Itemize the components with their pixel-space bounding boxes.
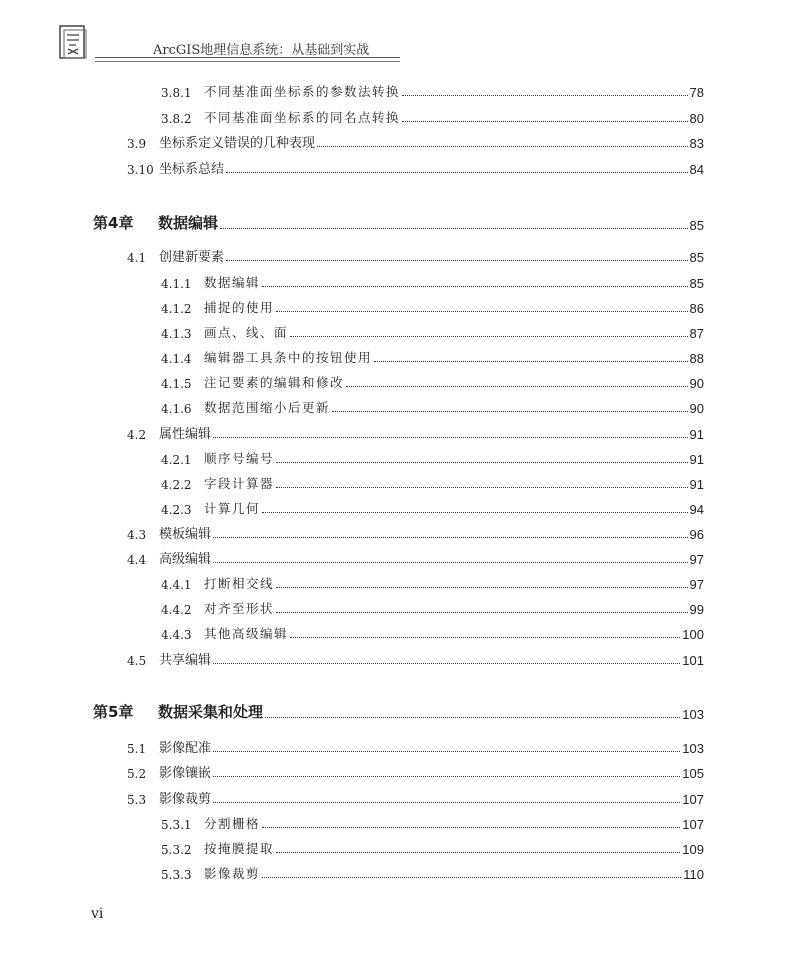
toc-section-entry[interactable] bbox=[127, 736, 704, 756]
entry-title: 计算几何 bbox=[204, 501, 261, 516]
entry-title: 编辑器工具条中的按钮使用 bbox=[204, 350, 373, 365]
page-number: 78 bbox=[689, 85, 704, 100]
dot-leader bbox=[213, 751, 680, 752]
page-number: 85 bbox=[689, 276, 704, 291]
toc-subsection-entry[interactable] bbox=[161, 371, 704, 391]
toc-chapter-entry[interactable] bbox=[93, 213, 704, 233]
entry-title: 影像配准 bbox=[159, 741, 212, 756]
toc-subsection-entry[interactable] bbox=[161, 812, 704, 832]
entry-number: 4.2.1 bbox=[161, 453, 192, 467]
entry-number: 5.3.1 bbox=[161, 818, 192, 832]
toc-subsection-entry[interactable] bbox=[161, 296, 704, 316]
dot-leader bbox=[332, 411, 688, 412]
toc-subsection-entry[interactable] bbox=[161, 447, 704, 467]
page-number: 103 bbox=[682, 741, 704, 756]
entry-title: 数据采集和处理 bbox=[158, 703, 264, 721]
entry-title: 分割栅格 bbox=[204, 816, 261, 831]
page-number: 103 bbox=[682, 707, 704, 722]
page-number: 88 bbox=[689, 351, 704, 366]
dot-leader bbox=[213, 437, 688, 438]
toc-subsection-entry[interactable] bbox=[161, 346, 704, 366]
page-number: 91 bbox=[689, 452, 704, 467]
dot-leader bbox=[213, 537, 688, 538]
toc-section-entry[interactable] bbox=[127, 547, 704, 567]
page-number: 80 bbox=[689, 111, 704, 126]
toc-subsection-entry[interactable] bbox=[161, 106, 704, 126]
toc-subsection-entry[interactable] bbox=[161, 472, 704, 492]
page-number: 91 bbox=[689, 427, 704, 442]
dot-leader bbox=[262, 877, 681, 878]
toc-subsection-entry[interactable] bbox=[161, 837, 704, 857]
dot-leader bbox=[317, 146, 688, 147]
entry-number: 第4章 bbox=[93, 214, 134, 232]
toc-section-entry[interactable] bbox=[127, 648, 704, 668]
entry-number: 5.1 bbox=[127, 742, 147, 756]
entry-title: 属性编辑 bbox=[159, 427, 212, 442]
entry-number: 4.5 bbox=[127, 654, 147, 668]
dot-leader bbox=[276, 311, 688, 312]
entry-number: 4.4 bbox=[127, 553, 147, 567]
entry-number: 4.1.1 bbox=[161, 277, 192, 291]
page-number: 109 bbox=[682, 842, 704, 857]
entry-title: 注记要素的编辑和修改 bbox=[204, 375, 345, 390]
page-number: 86 bbox=[689, 301, 704, 316]
dot-leader bbox=[262, 827, 680, 828]
page-number: 83 bbox=[689, 136, 704, 151]
entry-title: 数据范围缩小后更新 bbox=[204, 400, 331, 415]
entry-number: 3.8.1 bbox=[161, 86, 192, 100]
dot-leader bbox=[290, 637, 680, 638]
dot-leader bbox=[213, 562, 688, 563]
dot-leader bbox=[213, 776, 680, 777]
toc-section-entry[interactable] bbox=[127, 522, 704, 542]
dot-leader bbox=[276, 587, 688, 588]
dot-leader bbox=[213, 663, 680, 664]
entry-number: 4.4.1 bbox=[161, 578, 192, 592]
entry-number: 第5章 bbox=[93, 703, 134, 721]
entry-title: 共享编辑 bbox=[159, 653, 212, 668]
entry-number: 4.1.2 bbox=[161, 302, 192, 316]
entry-title: 数据编辑 bbox=[204, 275, 261, 290]
page-number: 91 bbox=[689, 477, 704, 492]
entry-number: 5.3 bbox=[127, 793, 147, 807]
page-folio: vi bbox=[91, 906, 104, 922]
entry-number: 4.1.5 bbox=[161, 377, 192, 391]
entry-number: 5.3.2 bbox=[161, 843, 192, 857]
dot-leader bbox=[213, 802, 680, 803]
page-number: 90 bbox=[689, 376, 704, 391]
dot-leader bbox=[276, 462, 688, 463]
page-number: 97 bbox=[689, 577, 704, 592]
page-number: 97 bbox=[689, 552, 704, 567]
dot-leader bbox=[374, 361, 688, 362]
page-number: 96 bbox=[689, 527, 704, 542]
toc-section-entry[interactable] bbox=[127, 787, 704, 807]
page-number: 101 bbox=[682, 653, 704, 668]
entry-number: 4.4.2 bbox=[161, 603, 192, 617]
page-number: 99 bbox=[689, 602, 704, 617]
page-number: 90 bbox=[689, 401, 704, 416]
toc-section-entry[interactable] bbox=[127, 761, 704, 781]
dot-leader bbox=[346, 386, 688, 387]
toc-subsection-entry[interactable] bbox=[161, 597, 704, 617]
entry-title: 模板编辑 bbox=[159, 527, 212, 542]
toc-section-entry[interactable] bbox=[127, 157, 704, 177]
toc-subsection-entry[interactable] bbox=[161, 572, 704, 592]
entry-number: 4.1.6 bbox=[161, 402, 192, 416]
toc-section-entry[interactable] bbox=[127, 131, 704, 151]
page-number: 100 bbox=[682, 627, 704, 642]
toc-section-entry[interactable] bbox=[127, 245, 704, 265]
entry-title: 字段计算器 bbox=[204, 476, 275, 491]
entry-title: 影像镶嵌 bbox=[159, 766, 212, 781]
page-number: 84 bbox=[689, 162, 704, 177]
entry-number: 4.2 bbox=[127, 428, 147, 442]
entry-number: 3.10 bbox=[127, 163, 154, 177]
entry-number: 5.2 bbox=[127, 767, 147, 781]
dot-leader bbox=[276, 612, 688, 613]
toc-section-entry[interactable] bbox=[127, 422, 704, 442]
entry-number: 4.2.2 bbox=[161, 478, 192, 492]
entry-title: 按掩膜提取 bbox=[204, 841, 275, 856]
toc-subsection-entry[interactable] bbox=[161, 497, 704, 517]
toc-subsection-entry[interactable] bbox=[161, 80, 704, 100]
entry-title: 打断相交线 bbox=[204, 576, 275, 591]
dot-leader bbox=[265, 717, 680, 718]
entry-number: 4.1.4 bbox=[161, 352, 192, 366]
entry-title: 不同基准面坐标系的参数法转换 bbox=[204, 84, 401, 99]
entry-title: 高级编辑 bbox=[159, 552, 212, 567]
entry-title: 捕捉的使用 bbox=[204, 300, 275, 315]
dot-leader bbox=[402, 95, 688, 96]
header-title: ArcGIS地理信息系统：从基础到实战 bbox=[153, 43, 370, 58]
page-number: 110 bbox=[683, 867, 704, 882]
toc-subsection-entry[interactable] bbox=[161, 321, 704, 341]
dot-leader bbox=[402, 121, 688, 122]
entry-number: 3.9 bbox=[127, 137, 147, 151]
entry-number: 4.1 bbox=[127, 251, 147, 265]
entry-title: 其他高级编辑 bbox=[204, 626, 289, 641]
toc-subsection-entry[interactable] bbox=[161, 271, 704, 291]
toc-chapter-entry[interactable] bbox=[93, 702, 704, 722]
page-number: 107 bbox=[682, 792, 704, 807]
page-number: 107 bbox=[682, 817, 704, 832]
page-number: 94 bbox=[689, 502, 704, 517]
toc-subsection-entry[interactable] bbox=[161, 396, 704, 416]
entry-title: 坐标系总结 bbox=[159, 162, 225, 177]
toc-subsection-entry[interactable] bbox=[161, 862, 704, 882]
entry-title: 影像裁剪 bbox=[159, 792, 212, 807]
entry-title: 对齐至形状 bbox=[204, 601, 275, 616]
entry-title: 创建新要素 bbox=[159, 250, 225, 265]
page-number: 85 bbox=[689, 218, 704, 233]
entry-number: 4.1.3 bbox=[161, 327, 192, 341]
dot-leader bbox=[276, 487, 688, 488]
entry-number: 3.8.2 bbox=[161, 112, 192, 126]
dot-leader bbox=[290, 336, 688, 337]
toc-subsection-entry[interactable] bbox=[161, 622, 704, 642]
dot-leader bbox=[262, 286, 688, 287]
page-number: 87 bbox=[689, 326, 704, 341]
dot-leader bbox=[226, 260, 688, 261]
dot-leader bbox=[220, 228, 688, 229]
entry-number: 5.3.3 bbox=[161, 868, 192, 882]
page-number: 85 bbox=[689, 250, 704, 265]
dot-leader bbox=[276, 852, 680, 853]
entry-title: 顺序号编号 bbox=[204, 451, 275, 466]
entry-title: 影像裁剪 bbox=[204, 866, 261, 881]
entry-title: 数据编辑 bbox=[158, 214, 219, 232]
dot-leader bbox=[226, 172, 688, 173]
entry-number: 4.2.3 bbox=[161, 503, 192, 517]
entry-title: 画点、线、面 bbox=[204, 325, 289, 340]
page-number: 105 bbox=[682, 766, 704, 781]
dot-leader bbox=[262, 512, 688, 513]
entry-number: 4.3 bbox=[127, 528, 147, 542]
entry-title: 不同基准面坐标系的同名点转换 bbox=[204, 110, 401, 125]
entry-title: 坐标系定义错误的几种表现 bbox=[159, 136, 316, 151]
entry-number: 4.4.3 bbox=[161, 628, 192, 642]
